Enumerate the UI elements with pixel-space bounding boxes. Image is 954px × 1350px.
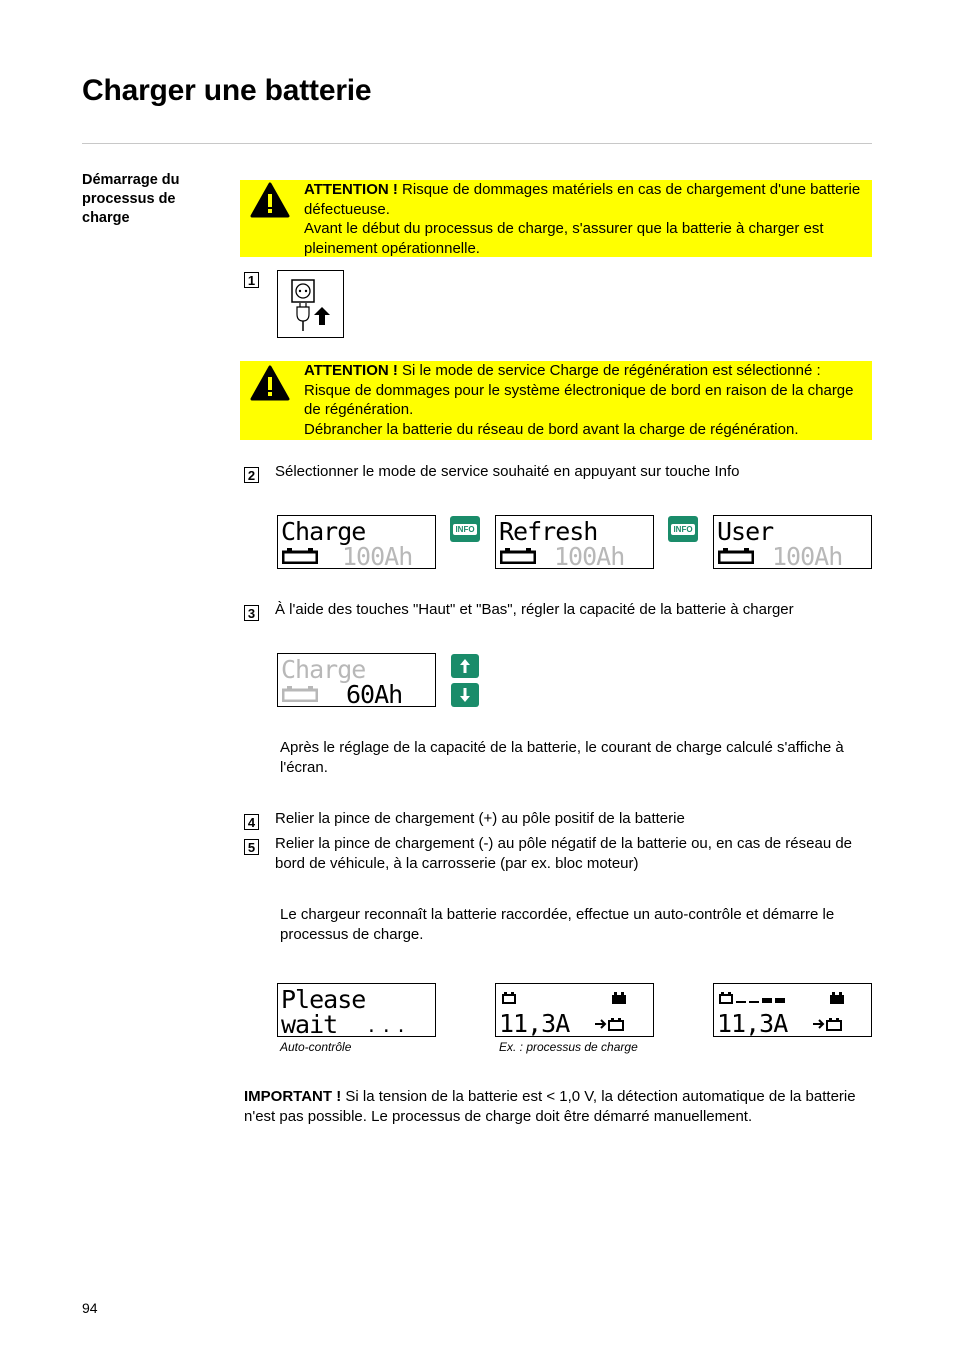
lcd-display-please-wait bbox=[277, 983, 436, 1037]
step-number-4: 4 bbox=[244, 814, 259, 830]
lcd-line-2: wait bbox=[281, 1010, 338, 1037]
lcd-display-charging bbox=[495, 983, 654, 1037]
warning-box-1 bbox=[240, 180, 872, 257]
warning-text: Risque de dommages matériels en cas de chargement d'une batterie défectueuse. bbox=[304, 181, 861, 218]
step-number-3: 3 bbox=[244, 605, 259, 621]
caption-charging-example: Ex. : processus de charge bbox=[499, 1040, 638, 1054]
step-5-text: Relier la pince de chargement (-) au pôle négatif de la batterie ou, en cas de réseau de bord de véhicule, à la carrosserie (par ex. bloc moteur) bbox=[275, 835, 853, 872]
info-button-label: INFO bbox=[673, 524, 693, 534]
lcd-line-2: 100Ah bbox=[772, 542, 843, 569]
battery-icon bbox=[282, 686, 318, 702]
important-label: IMPORTANT ! bbox=[244, 1088, 342, 1105]
para-after-capacity: Après le réglage de la capacité de la batterie, le courant de charge calculé s'affiche à l'écran. bbox=[280, 739, 844, 776]
warning-text: Si le mode de service Charge de régénération est sélectionné : bbox=[397, 362, 821, 379]
lcd-line-1: Refresh bbox=[499, 517, 598, 546]
battery-empty-icon bbox=[502, 992, 516, 1004]
warning-text-2: Avant le début du processus de charge, s'assurer que la batterie à charger est pleinement opérationnelle. bbox=[304, 220, 824, 257]
battery-icon bbox=[500, 548, 536, 564]
battery-icon bbox=[718, 548, 754, 564]
lcd-line-2: 100Ah bbox=[342, 542, 413, 569]
page-number: 94 bbox=[82, 1300, 98, 1316]
step-number-1: 1 bbox=[244, 272, 259, 288]
lcd-current: 11,3A bbox=[717, 1009, 788, 1037]
warning-text-2: Risque de dommages pour le système électronique de bord en raison de la charge de régénération. bbox=[304, 381, 854, 418]
up-button[interactable] bbox=[451, 654, 479, 678]
info-button[interactable] bbox=[450, 516, 480, 542]
lcd-current: 11,3A bbox=[499, 1009, 570, 1037]
info-button[interactable] bbox=[668, 516, 698, 542]
lcd-display-refresh bbox=[495, 515, 654, 569]
caption-self-test: Auto-contrôle bbox=[280, 1040, 352, 1054]
charge-progress-bar-icon bbox=[719, 992, 799, 1004]
battery-full-icon bbox=[612, 992, 626, 1004]
lcd-display-capacity bbox=[277, 653, 436, 707]
battery-icon bbox=[282, 548, 318, 564]
lcd-line-1: Charge bbox=[281, 655, 366, 684]
lcd-dots: ... bbox=[366, 1016, 411, 1037]
lcd-line-2: 60Ah bbox=[346, 680, 403, 707]
warning-box-2 bbox=[240, 361, 872, 440]
step-number-5: 5 bbox=[244, 839, 259, 855]
battery-full-icon bbox=[830, 992, 844, 1004]
lcd-line-1: Charge bbox=[281, 517, 366, 546]
side-heading: Démarrage du processus de charge bbox=[82, 172, 180, 226]
important-note bbox=[244, 1087, 870, 1126]
lcd-display-charge bbox=[277, 515, 436, 569]
warning-text-3: Débrancher la batterie du réseau de bord avant la charge de régénération. bbox=[304, 420, 799, 438]
lcd-line-1: User bbox=[717, 517, 774, 546]
lcd-display-charging-progress bbox=[713, 983, 872, 1037]
step-3-text: À l'aide des touches "Haut" et "Bas", régler la capacité de la batterie à charger bbox=[275, 601, 794, 618]
step-4-text: Relier la pince de chargement (+) au pôle positif de la batterie bbox=[275, 810, 685, 827]
title-divider bbox=[82, 143, 872, 144]
plug-in-illustration bbox=[277, 270, 344, 338]
warning-icon bbox=[250, 182, 290, 218]
arrow-up-icon bbox=[458, 658, 472, 674]
info-button-label: INFO bbox=[455, 524, 475, 534]
warning-label: ATTENTION ! bbox=[304, 362, 398, 379]
down-button[interactable] bbox=[451, 683, 479, 707]
step-number-2: 2 bbox=[244, 467, 259, 483]
lcd-display-user bbox=[713, 515, 872, 569]
charging-arrow-battery-icon bbox=[594, 1016, 628, 1032]
step-2-text: Sélectionner le mode de service souhaité en appuyant sur touche Info bbox=[275, 463, 740, 480]
important-text: Si la tension de la batterie est < 1,0 V, la détection automatique de la batterie n'est pas possible. Le processus de charge doit être démarré manuellement. bbox=[244, 1088, 856, 1125]
charging-arrow-battery-icon bbox=[812, 1016, 846, 1032]
warning-icon bbox=[250, 365, 290, 401]
arrow-down-icon bbox=[458, 687, 472, 703]
lcd-line-2: 100Ah bbox=[554, 542, 625, 569]
para-charger-detects: Le chargeur reconnaît la batterie raccordée, effectue un auto-contrôle et démarre le processus de charge. bbox=[280, 906, 835, 943]
page-title: Charger une batterie bbox=[82, 74, 372, 107]
warning-label: ATTENTION ! bbox=[304, 181, 398, 198]
power-plug-icon bbox=[278, 271, 343, 337]
lcd-line-1: Please bbox=[281, 985, 366, 1014]
